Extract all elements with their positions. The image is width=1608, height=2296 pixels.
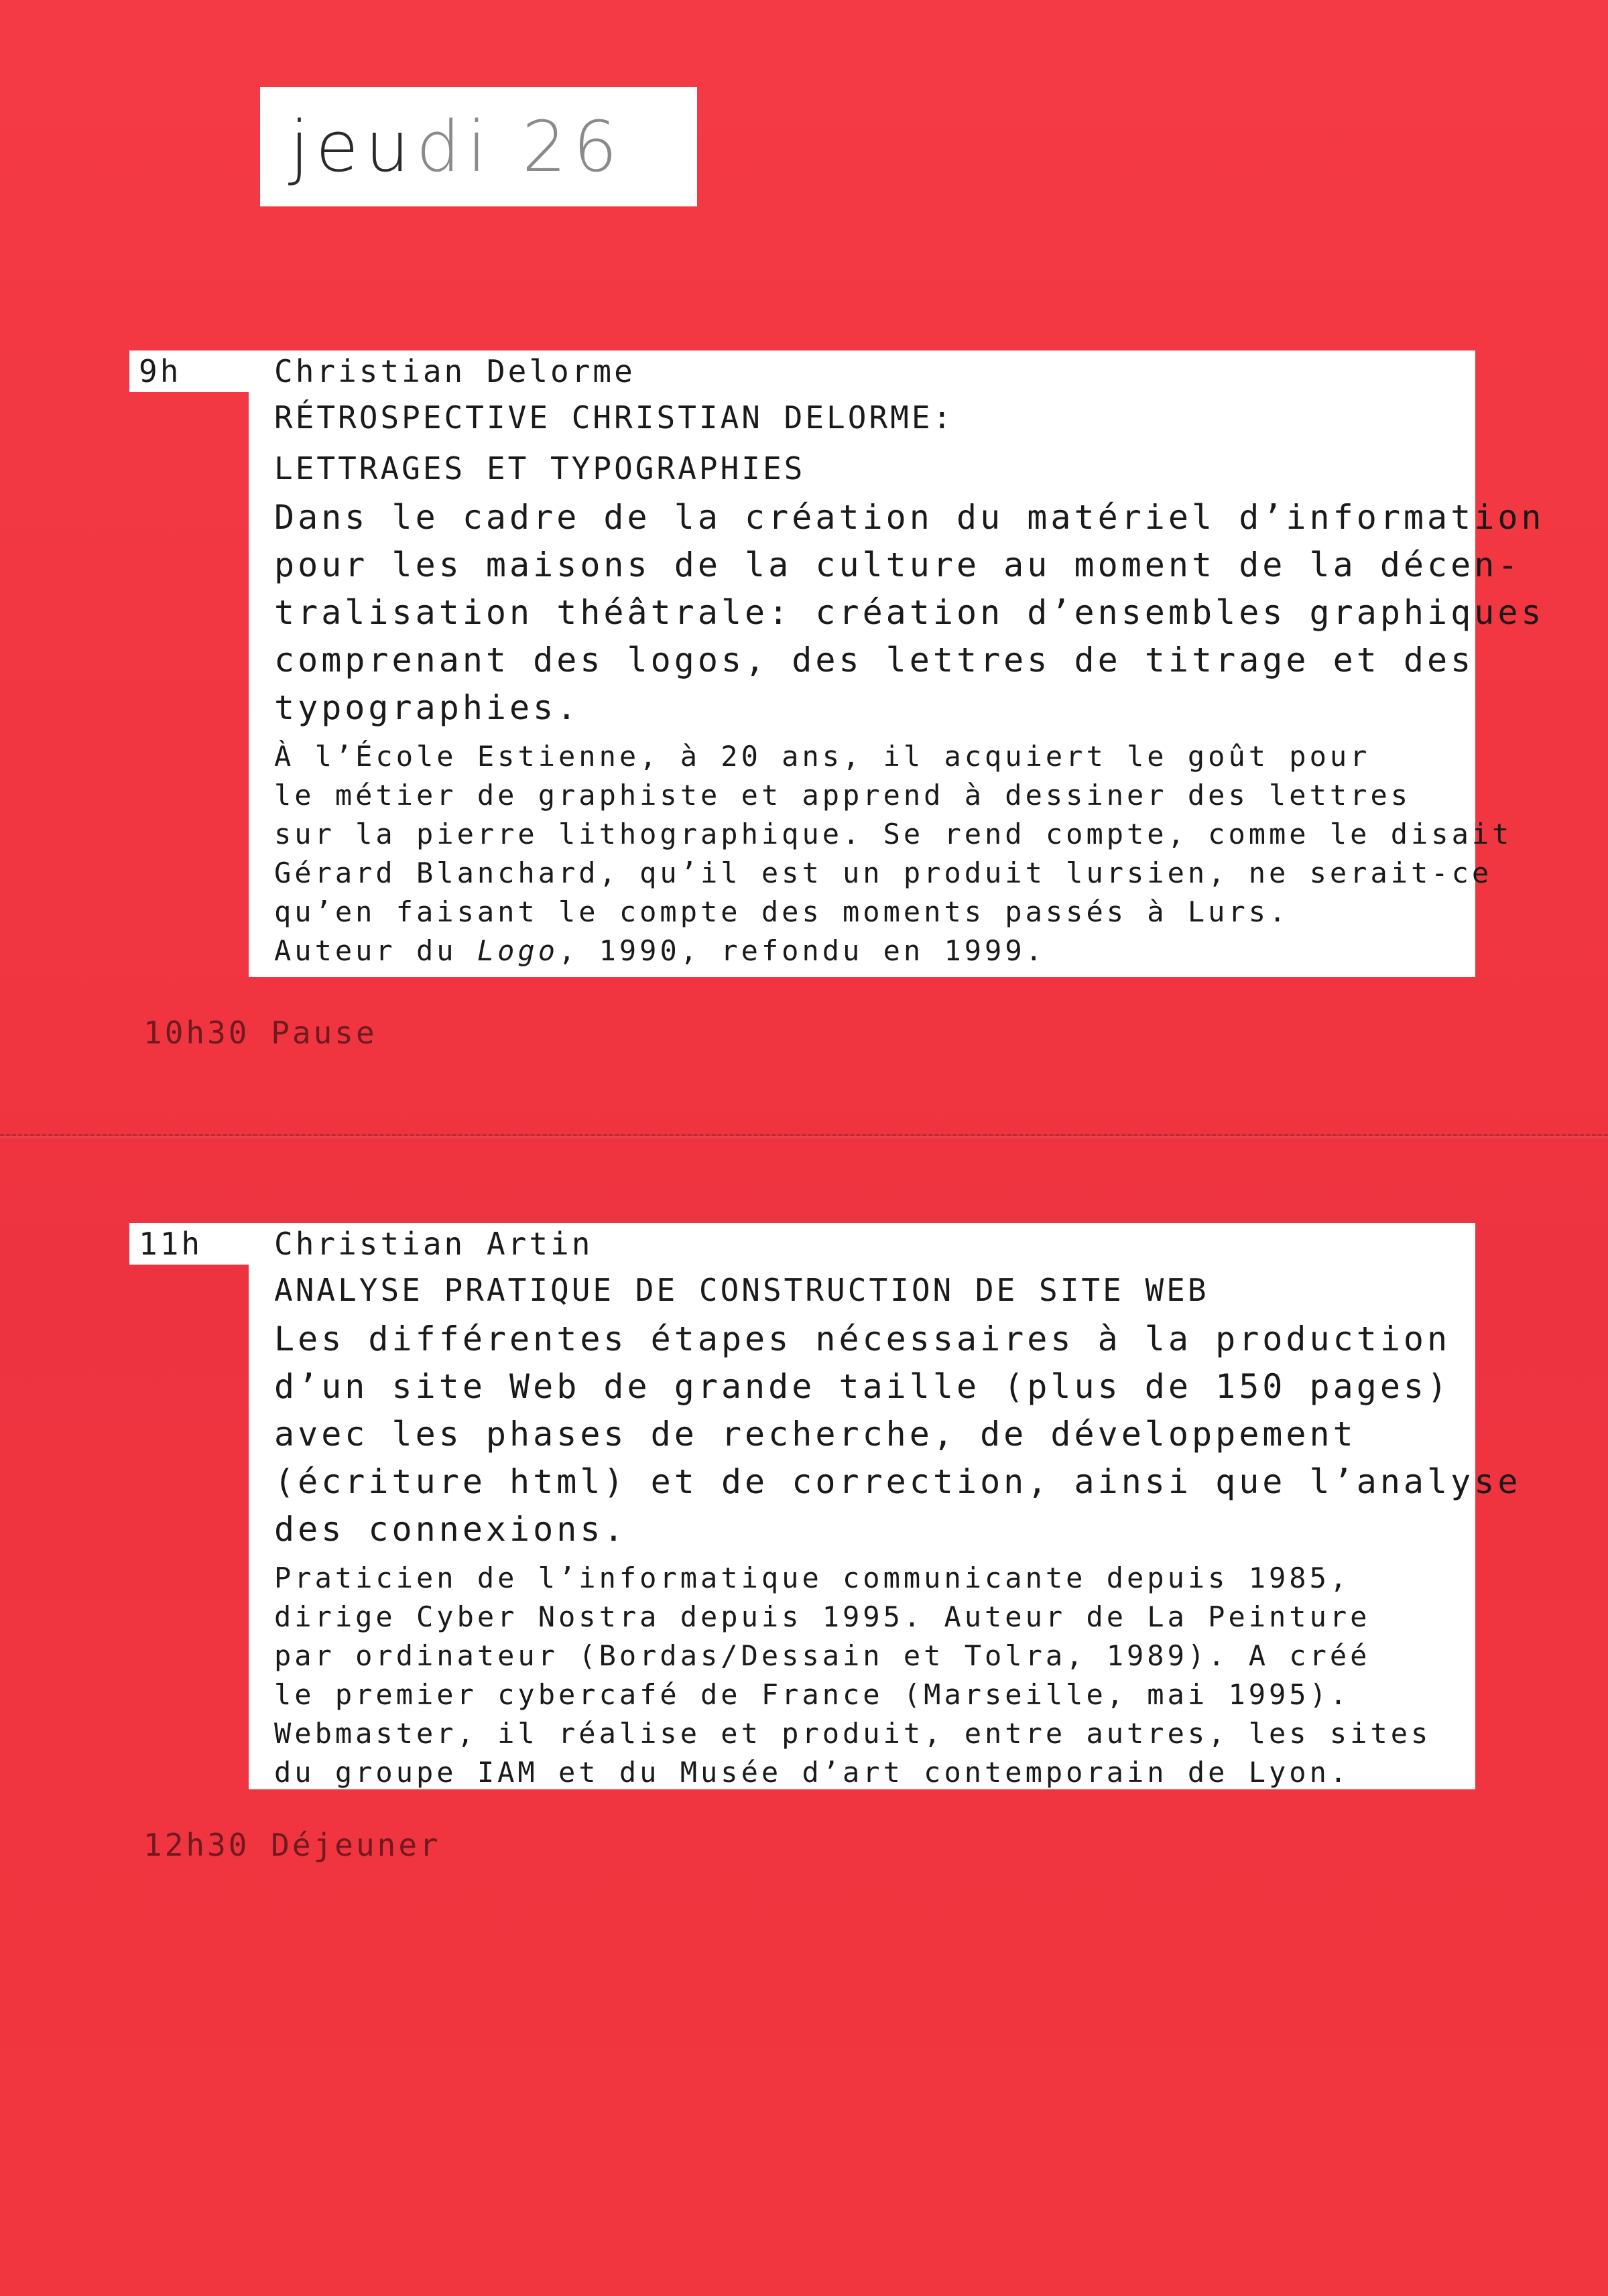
- paper-fold: [0, 1134, 1608, 1141]
- session-1-bio-last-line: [274, 932, 1462, 970]
- session-1-card: [249, 350, 1545, 977]
- session-2-hour: 11h: [129, 1223, 263, 1265]
- session-2-card: [249, 1223, 1522, 1789]
- session-1-bio-line: qu’en faisant le compte des moments passés à Lurs.: [274, 895, 1290, 928]
- session-1-desc-line: typographies.: [274, 688, 580, 727]
- session-1-title-line: RÉTROSPECTIVE CHRISTIAN DELORME:: [274, 399, 954, 436]
- break-time: 10h30: [143, 1015, 250, 1051]
- day-heading: [260, 87, 697, 206]
- book-title: Logo: [477, 934, 559, 967]
- session-1-bio-line: sur la pierre lithographique. Se rend compte, comme le disait: [274, 818, 1513, 850]
- session-2-title-line: ANALYSE PRATIQUE DE CONSTRUCTION DE SITE WEB: [274, 1272, 1209, 1308]
- session-1-desc-line: comprenant des logos, des lettres de titrage et des: [274, 641, 1475, 680]
- session-2-desc-line: des connexions.: [274, 1510, 627, 1549]
- session-2-desc-line: (écriture html) et de correction, ainsi que l’analyse: [274, 1462, 1522, 1501]
- session-2-bio-line: par ordinateur (Bordas/Dessain et Tolra, 1989). A créé: [274, 1639, 1371, 1672]
- break-lunch: [143, 1824, 441, 1866]
- session-2-desc-line: d’un site Web de grande taille (plus de 150 pages): [274, 1367, 1451, 1406]
- session-2-bio-line: Praticien de l’informatique communicante depuis 1985,: [274, 1561, 1351, 1594]
- break-pause: [143, 1012, 377, 1054]
- bio-text: Auteur du: [274, 934, 477, 967]
- session-2-speaker: Christian Artin: [274, 1226, 593, 1262]
- break-label: Pause: [271, 1015, 377, 1051]
- session-1-bio-line: Gérard Blanchard, qu’il est un produit lursien, ne serait-ce: [274, 856, 1493, 889]
- session-1-bio-line: le métier de graphiste et apprend à dessiner des lettres: [274, 779, 1412, 812]
- break-time: 12h30: [143, 1827, 250, 1863]
- session-1-speaker: Christian Delorme: [274, 353, 635, 389]
- session-2-desc-line: avec les phases de recherche, de développement: [274, 1415, 1357, 1454]
- session-1-hour: 9h: [129, 350, 263, 392]
- session-1-desc-line: pour les maisons de la culture au moment de la décen-: [274, 546, 1522, 584]
- bio-text: , 1990, refondu en 1999.: [558, 934, 1046, 967]
- day-heading-dark: jeu: [290, 106, 416, 188]
- session-1-desc-line: tralisation théâtrale: création d’ensembles graphiques: [274, 593, 1545, 632]
- session-2-bio-line: dirige Cyber Nostra depuis 1995. Auteur de La Peinture: [274, 1600, 1371, 1633]
- session-1-desc-line: Dans le cadre de la création du matériel d’information: [274, 498, 1545, 537]
- session-2-bio-line: le premier cybercafé de France (Marseille, mai 1995).: [274, 1678, 1351, 1711]
- break-label: Déjeuner: [271, 1827, 441, 1863]
- session-1-bio-line: À l’École Estienne, à 20 ans, il acquiert le goût pour: [274, 740, 1371, 773]
- session-2-desc-line: Les différentes étapes nécessaires à la production: [274, 1320, 1451, 1358]
- day-heading-light: di 26: [416, 106, 625, 188]
- session-2-bio-line: Webmaster, il réalise et produit, entre autres, les sites: [274, 1717, 1432, 1750]
- session-2-bio-line: du groupe IAM et du Musée d’art contemporain de Lyon.: [274, 1756, 1351, 1789]
- session-1-title-line: LETTRAGES ET TYPOGRAPHIES: [274, 450, 806, 487]
